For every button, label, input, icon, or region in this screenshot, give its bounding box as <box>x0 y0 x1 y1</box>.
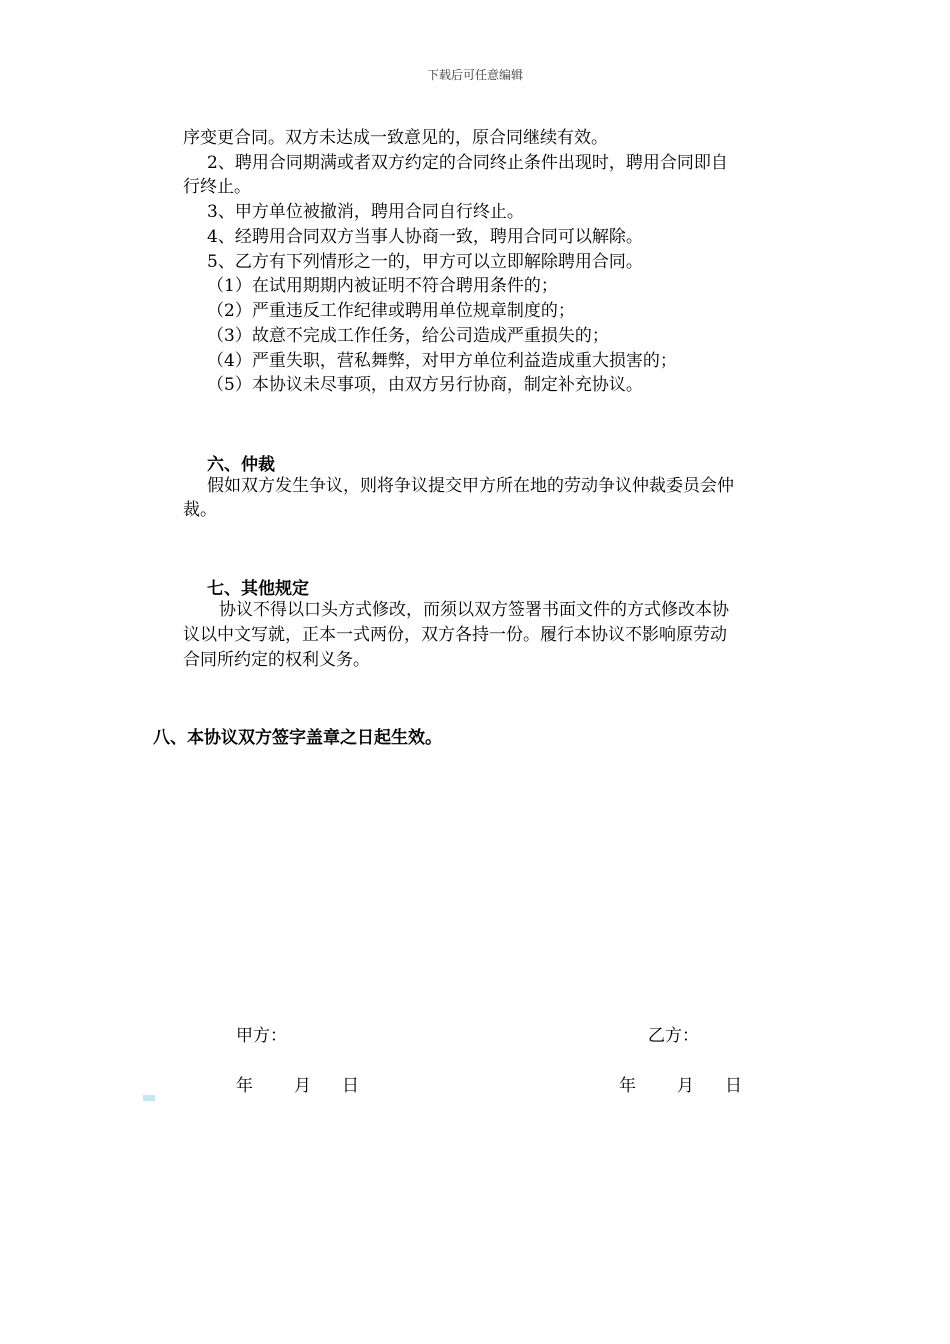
s6-line-2: 裁。 <box>183 500 217 520</box>
margin-marker <box>143 1095 155 1101</box>
s5-line-6: 5、乙方有下列情形之一的，甲方可以立即解除聘用合同。 <box>207 252 643 272</box>
section-8-title: 八、本协议双方签字盖章之日起生效。 <box>153 728 442 748</box>
party-b-year: 年 <box>619 1076 636 1096</box>
s5-line-8: （2）严重违反工作纪律或聘用单位规章制度的； <box>207 301 575 321</box>
s5-line-2: 2、聘用合同期满或者双方约定的合同终止条件出现时，聘用合同即自 <box>207 153 728 173</box>
s5-line-1: 序变更合同。双方未达成一致意见的，原合同继续有效。 <box>183 128 608 148</box>
s5-line-5: 4、经聘用合同双方当事人协商一致，聘用合同可以解除。 <box>207 227 643 247</box>
party-a-year: 年 <box>236 1076 253 1096</box>
section-6-title: 六、仲裁 <box>207 455 275 475</box>
party-a-label: 甲方： <box>236 1026 287 1046</box>
s7-line-3: 合同所约定的权利义务。 <box>183 650 370 670</box>
s5-line-10: （4）严重失职，营私舞弊，对甲方单位利益造成重大损害的； <box>207 351 677 371</box>
party-a-day: 日 <box>342 1076 359 1096</box>
page-header: 下载后可任意编辑 <box>426 68 523 82</box>
section-7-title: 七、其他规定 <box>207 579 309 599</box>
party-a-month: 月 <box>294 1076 311 1096</box>
s5-line-11: （5）本协议未尽事项，由双方另行协商，制定补充协议。 <box>207 375 643 395</box>
s7-line-1: 协议不得以口头方式修改，而须以双方签署书面文件的方式修改本协 <box>219 600 729 620</box>
party-b-day: 日 <box>725 1076 742 1096</box>
s5-line-3: 行终止。 <box>183 177 251 197</box>
s5-line-9: （3）故意不完成工作任务，给公司造成严重损失的； <box>207 326 609 346</box>
s6-line-1: 假如双方发生争议，则将争议提交甲方所在地的劳动争议仲裁委员会仲 <box>207 476 734 496</box>
s7-line-2: 议以中文写就，正本一式两份，双方各持一份。履行本协议不影响原劳动 <box>183 625 727 645</box>
s5-line-7: （1）在试用期期内被证明不符合聘用条件的； <box>207 276 558 296</box>
party-b-label: 乙方： <box>648 1026 699 1046</box>
s5-line-4: 3、甲方单位被撤消，聘用合同自行终止。 <box>207 202 524 222</box>
party-b-month: 月 <box>677 1076 694 1096</box>
